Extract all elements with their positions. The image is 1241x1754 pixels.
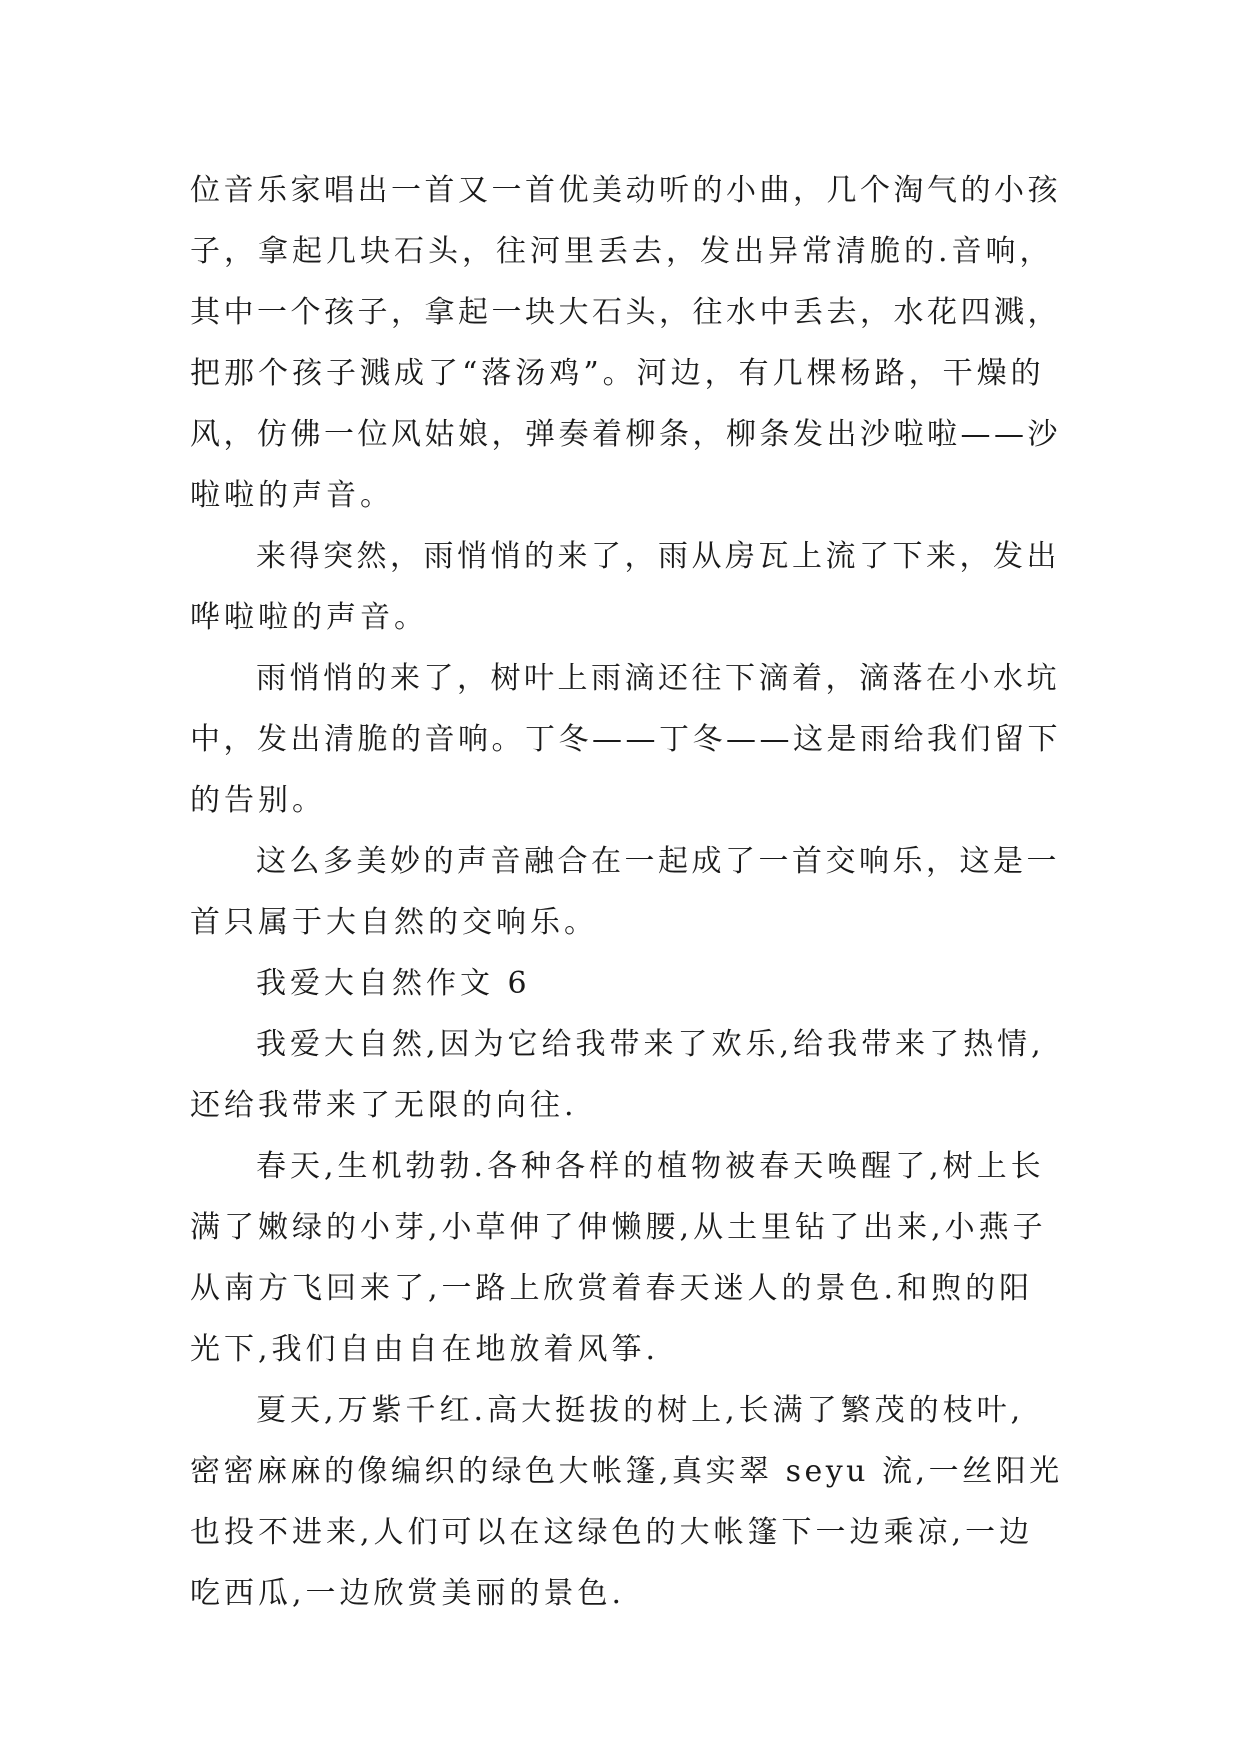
text-line: 其中一个孩子，拿起一块大石头，往水中丢去，水花四溅， [190, 295, 1061, 330]
text-line: 还给我带来了无限的向往. [190, 1088, 578, 1123]
text-line: 把那个孩子溅成了“落汤鸡”。河边，有几棵杨路，干燥的 [190, 356, 1045, 391]
text-line: 位音乐家唱出一首又一首优美动听的小曲，几个淘气的小孩 [190, 173, 1061, 208]
text-line: 啦啦的声音。 [190, 478, 394, 513]
document-body [190, 160, 1070, 1624]
text-line: 雨悄悄的来了，树叶上雨滴还往下滴着，滴落在小水坑 [256, 661, 1060, 696]
text-line: 我爱大自然,因为它给我带来了欢乐,给我带来了热情, [256, 1027, 1045, 1062]
text-line: 密密麻麻的像编织的绿色大帐篷,真实翠 seyu 流,一丝阳光 [190, 1454, 1063, 1489]
text-line: 光下,我们自由自在地放着风筝. [190, 1332, 660, 1367]
text-line: 这么多美妙的声音融合在一起成了一首交响乐，这是一 [256, 844, 1060, 879]
text-line: 也投不进来,人们可以在这绿色的大帐篷下一边乘凉,一边 [190, 1515, 1034, 1550]
text-line: 我爱大自然作文 6 [256, 966, 531, 1001]
text-line: 从南方飞回来了,一路上欣赏着春天迷人的景色.和煦的阳 [190, 1271, 1034, 1306]
text-line: 首只属于大自然的交响乐。 [190, 905, 598, 940]
text-line: 夏天,万紫千红.高大挺拔的树上,长满了繁茂的枝叶, [256, 1393, 1025, 1428]
text-line: 吃西瓜,一边欣赏美丽的景色. [190, 1576, 626, 1611]
text-line: 哗啦啦的声音。 [190, 600, 428, 635]
text-line: 中，发出清脆的音响。丁冬——丁冬——这是雨给我们留下 [190, 722, 1061, 757]
text-line: 来得突然，雨悄悄的来了，雨从房瓦上流了下来，发出 [256, 539, 1060, 574]
text-line: 春天,生机勃勃.各种各样的植物被春天唤醒了,树上长 [256, 1149, 1045, 1184]
text-line: 子，拿起几块石头，往河里丢去，发出异常清脆的.音响， [190, 234, 1054, 269]
text-line: 风，仿佛一位风姑娘，弹奏着柳条，柳条发出沙啦啦——沙 [190, 417, 1061, 452]
text-line: 的告别。 [190, 783, 326, 818]
text-line: 满了嫩绿的小芽,小草伸了伸懒腰,从土里钻了出来,小燕子 [190, 1210, 1047, 1245]
